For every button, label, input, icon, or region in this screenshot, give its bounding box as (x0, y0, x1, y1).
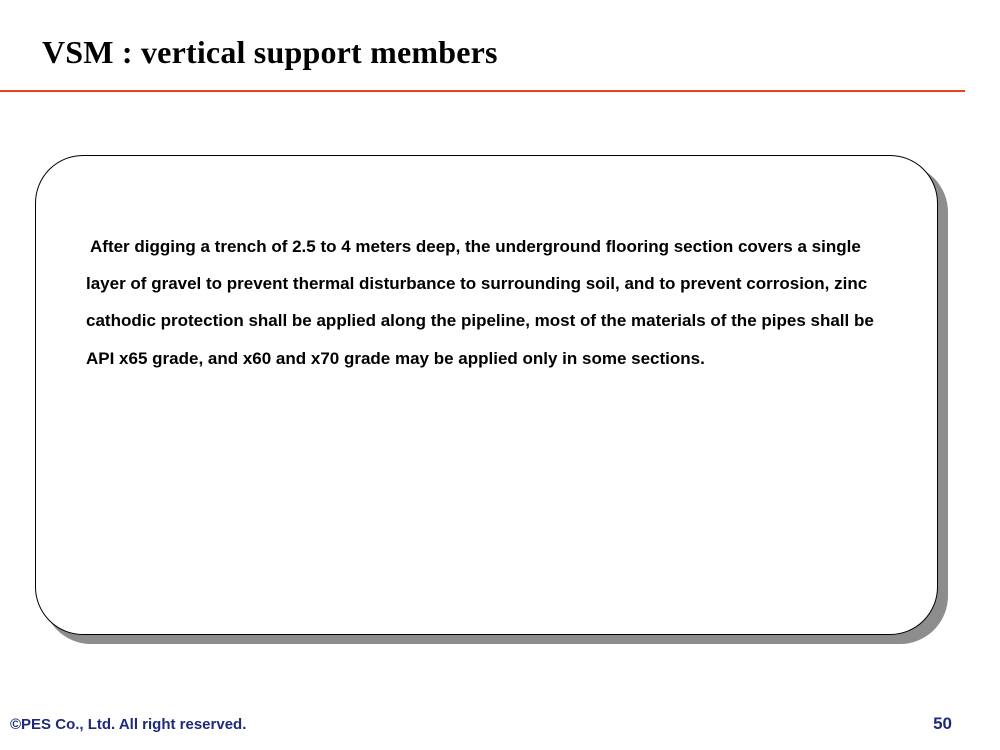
title-divider (0, 90, 965, 92)
page-number: 50 (933, 714, 952, 733)
slide-title: VSM : vertical support members (42, 34, 498, 70)
footer-copyright: ©PES Co., Ltd. All right reserved. (10, 716, 247, 733)
body-text: After digging a trench of 2.5 to 4 meters deep, the underground flooring section covers a single layer of gravel to prevent thermal disturbance to surrounding soil, and to prevent corrosion, zinc cathodic protection shall be applied along the pipeline, most of the materials of the pipes shall be API x65 grade, and x60 and x70 grade may be applied only in some sections. (86, 237, 874, 368)
content-box (35, 155, 938, 635)
